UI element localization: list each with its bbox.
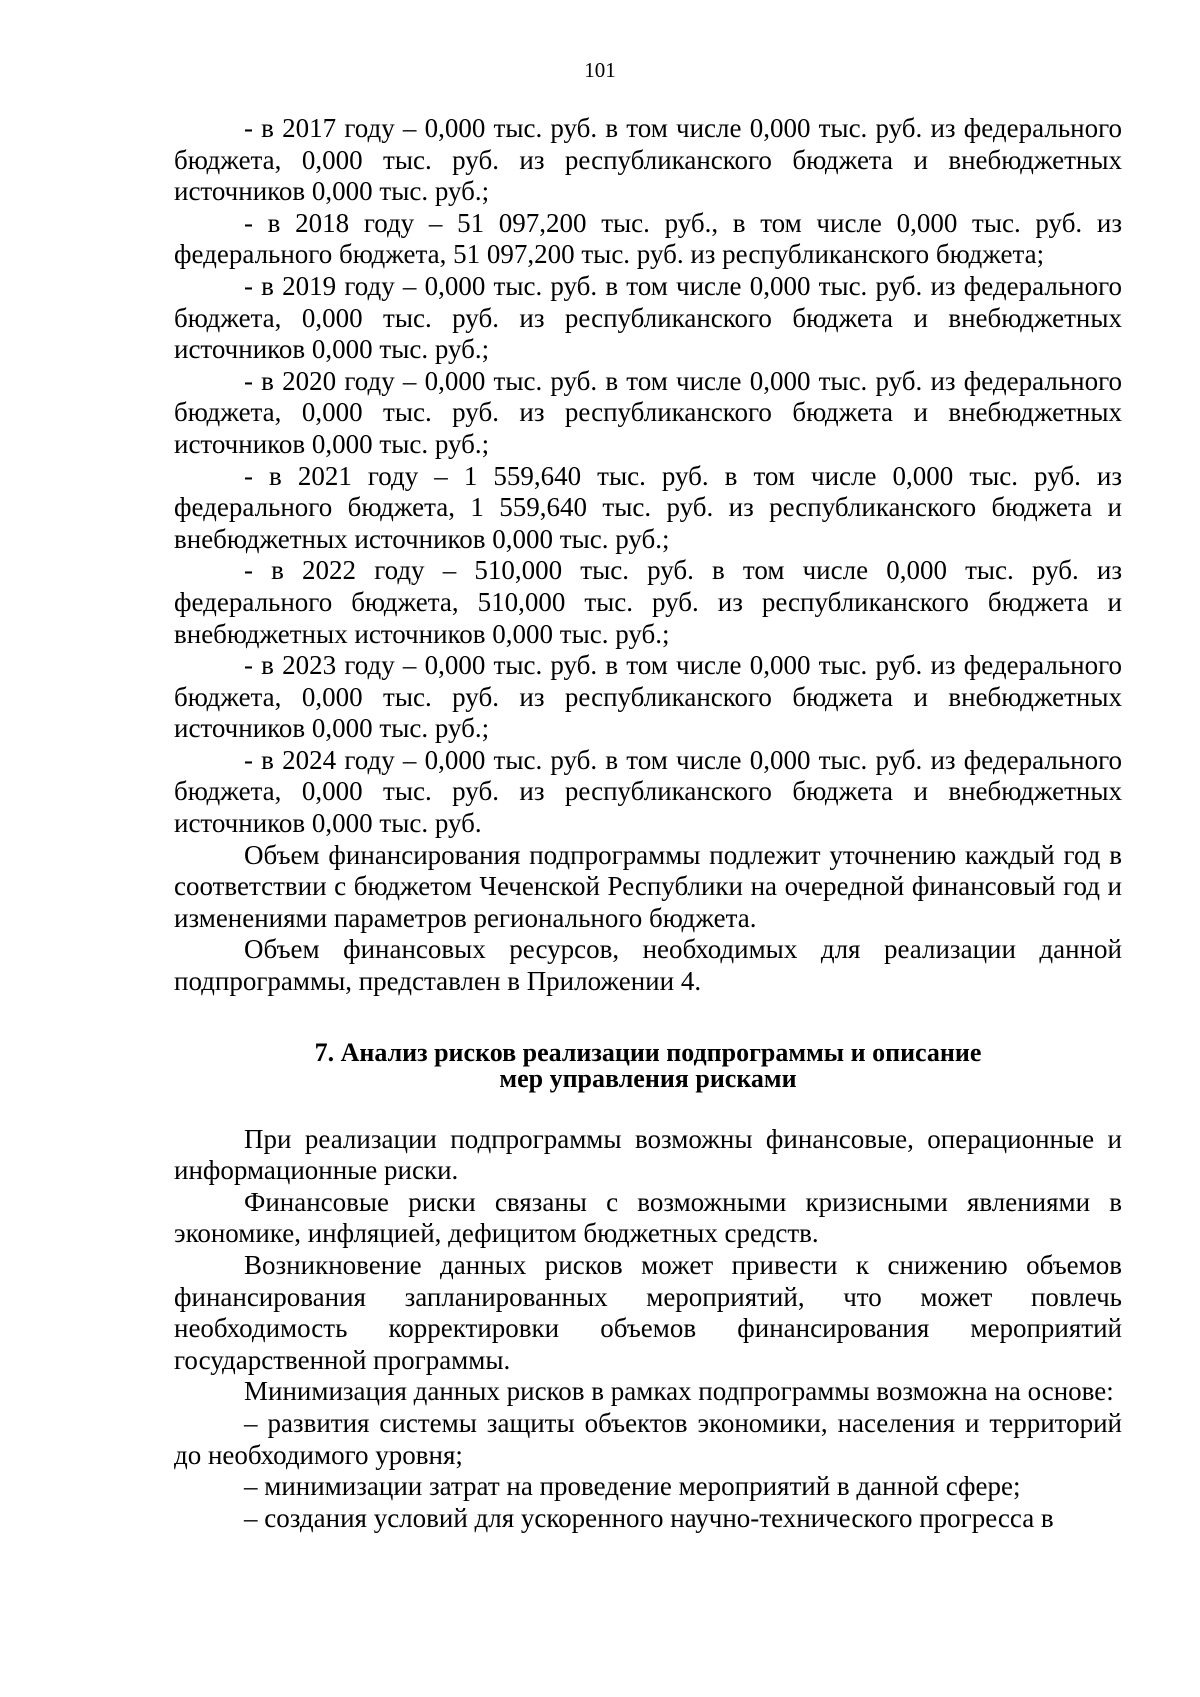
funding-paragraph-2024: - в 2024 году – 0,000 тыс. руб. в том числе 0,000 тыс. руб. из федерального бюджета, 0,000 тыс. руб. из республиканского бюджета и внебюджетных источников 0,000 тыс. руб.	[174, 744, 1122, 839]
section-heading-line-1: 7. Анализ рисков реализации подпрограммы и описание	[314, 1037, 982, 1067]
appendix-reference-paragraph: Объем финансовых ресурсов, необходимых для реализации данной подпрограммы, представлен в Приложении 4.	[174, 934, 1122, 997]
page-number: 101	[584, 58, 616, 82]
risk-measure-item: – развития системы защиты объектов экономики, населения и территорий до необходимого уровня;	[174, 1407, 1122, 1470]
funding-paragraph-2020: - в 2020 году – 0,000 тыс. руб. в том числе 0,000 тыс. руб. из федерального бюджета, 0,000 тыс. руб. из республиканского бюджета и внебюджетных источников 0,000 тыс. руб.;	[174, 365, 1122, 459]
funding-paragraph-2023: - в 2023 году – 0,000 тыс. руб. в том числе 0,000 тыс. руб. из федерального бюджета, 0,000 тыс. руб. из республиканского бюджета и внебюджетных источников 0,000 тыс. руб.;	[174, 650, 1122, 744]
risk-minimization-intro: Минимизация данных рисков в рамках подпрограммы возможна на основе:	[244, 1376, 1114, 1407]
funding-paragraph-2022: - в 2022 году – 510,000 тыс. руб. в том числе 0,000 тыс. руб. из федерального бюджета, 510,000 тыс. руб. из республиканского бюджета и внебюджетных источников 0,000 тыс. руб.;	[174, 555, 1122, 649]
funding-paragraph-2017: - в 2017 году – 0,000 тыс. руб. в том числе 0,000 тыс. руб. из федерального бюджета, 0,000 тыс. руб. из республиканского бюджета и внебюджетных источников 0,000 тыс. руб.;	[174, 113, 1122, 207]
risk-consequences-paragraph: Возникновение данных рисков может привести к снижению объемов финансирования запланированных мероприятий, что может повлечь необходимость корректировки объемов финансирования мероприятий государственной программы.	[174, 1250, 1122, 1375]
section-heading	[174, 1037, 1122, 1093]
document-body	[174, 113, 1122, 1534]
risk-measure-item: – минимизации затрат на проведение мероприятий в данной сфере;	[244, 1471, 1021, 1502]
funding-clarification-paragraph: Объем финансирования подпрограммы подлежит уточнению каждый год в соответствии с бюджетом Чеченской Республики на очередной финансовый год и изменениями параметров регионального бюджета.	[174, 839, 1122, 933]
funding-paragraph-2019: - в 2019 году – 0,000 тыс. руб. в том числе 0,000 тыс. руб. из федерального бюджета, 0,000 тыс. руб. из республиканского бюджета и внебюджетных источников 0,000 тыс. руб.;	[174, 270, 1122, 365]
risk-types-paragraph: При реализации подпрограммы возможны финансовые, операционные и информационные риски.	[174, 1123, 1122, 1186]
funding-paragraph-2018: - в 2018 году – 51 097,200 тыс. руб., в том числе 0,000 тыс. руб. из федерального бюджета, 51 097,200 тыс. руб. из республиканского бюджета;	[174, 207, 1122, 270]
section-heading-line-2: мер управления рисками	[499, 1063, 797, 1093]
financial-risks-paragraph: Финансовые риски связаны с возможными кризисными явлениями в экономике, инфляцией, дефицитом бюджетных средств.	[174, 1186, 1122, 1249]
risk-measure-item: – создания условий для ускоренного научно-технического прогресса в	[244, 1502, 1054, 1533]
funding-paragraph-2021: - в 2021 году – 1 559,640 тыс. руб. в том числе 0,000 тыс. руб. из федерального бюджета, 1 559,640 тыс. руб. из республиканского бюджета и внебюджетных источников 0,000 тыс. руб.;	[174, 460, 1122, 554]
